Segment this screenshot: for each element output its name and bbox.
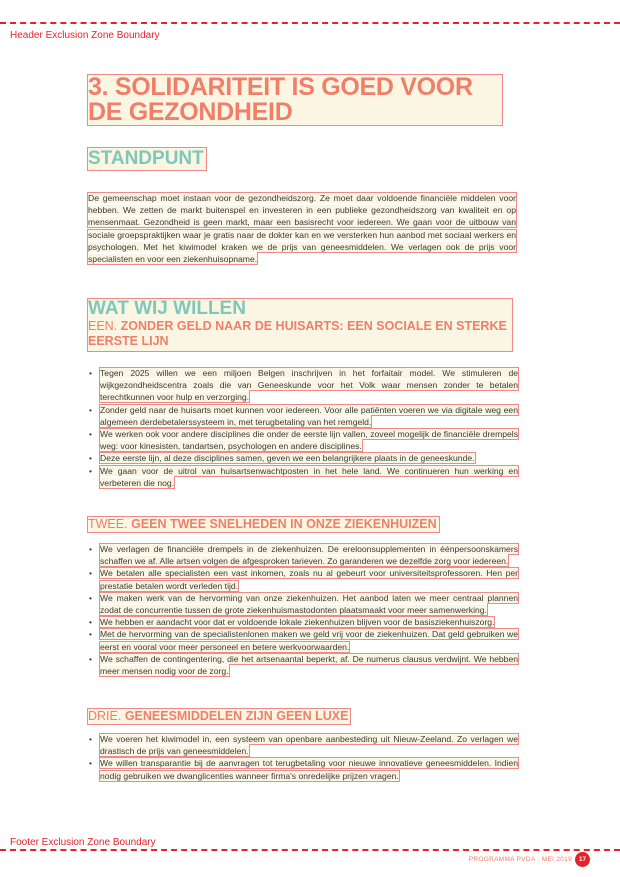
section-2-number: TWEE. bbox=[88, 517, 128, 531]
list-item bbox=[88, 757, 518, 781]
list-item bbox=[88, 592, 518, 616]
bullet-text: Met de hervorming van de specialistenlonen maken we geld vrij voor de ziekenhuizen. Dat geld gebruiken we eerst en vooral voor meer personeel en betere werkvoorwaarden. bbox=[100, 629, 518, 652]
header-exclusion-line bbox=[0, 22, 620, 24]
list-item bbox=[88, 465, 518, 489]
standpunt-text: De gemeenschap moet instaan voor de gezondheidszorg. Ze moet daar voldoende financiële middelen voor hebben. We zetten de markt buitenspel en investeren in een publieke gezondheidszorg van kwaliteit en op mensenmaat. Gezondheid is geen markt, maar een basisrecht voor iedereen. We gaan voor de uitbouw van sociale groepspraktijken waar je gratis naar de dokter kan en we versterken hun aanbod met sociaal werkers en psychologen. Met het kiwimodel kraken we de prijs van geneesmiddelen. We verlagen ook de prijs voor specialisten en voor een ziekenhuisopname. bbox=[88, 193, 516, 265]
bullet-text: We maken werk van de hervorming van onze ziekenhuizen. Het aanbod laten we meer centraal plannen zodat de concurrentie tussen de grote ziekenhuismastodonten plaatsmaakt voor meer samenwerking. bbox=[100, 592, 518, 616]
list-item bbox=[88, 567, 518, 591]
section-2-list bbox=[88, 543, 518, 677]
bullet-text: Deze eerste lijn, al deze disciplines samen, geven we een belangrijkere plaats in de geneeskunde. bbox=[100, 453, 475, 464]
standpunt-heading: STANDPUNT bbox=[88, 148, 204, 169]
bullet-text: We hebben er aandacht voor dat er voldoende lokale ziekenhuizen blijven voor de basisziekenhuiszorg. bbox=[100, 617, 495, 628]
section-2-title: GEEN TWEE SNELHEDEN IN ONZE ZIEKENHUIZEN bbox=[131, 517, 437, 531]
list-item bbox=[88, 733, 518, 757]
list-item bbox=[88, 404, 518, 428]
section-3-list bbox=[88, 733, 518, 782]
list-item bbox=[88, 653, 518, 677]
section-1-title: ZONDER GELD NAAR DE HUISARTS: EEN SOCIALE EN STERKE EERSTE LIJN bbox=[88, 319, 507, 348]
bullet-text: We schaffen de contingentering, die het artsenaantal beperkt, af. De numerus clausus verdwijnt. We hebben meer mensen nodig voor de zorg. bbox=[100, 653, 518, 677]
bullet-text: We willen transparantie bij de aanvragen tot terugbetaling voor nieuwe innovatieve geneesmiddelen. Indien nodig gebruiken we dwanglicenties wanneer firma's onredelijke prijzen vragen. bbox=[100, 758, 518, 781]
section-1-heading bbox=[88, 319, 512, 349]
list-item bbox=[88, 543, 518, 567]
footer-exclusion-line bbox=[0, 849, 620, 851]
list-item bbox=[88, 452, 518, 464]
wat-wij-willen-heading: WAT WIJ WILLEN bbox=[88, 298, 246, 319]
footer-exclusion-label: Footer Exclusion Zone Boundary bbox=[10, 837, 156, 848]
list-item bbox=[88, 616, 518, 628]
section-3-title: GENEESMIDDELEN ZIJN GEEN LUXE bbox=[124, 709, 349, 723]
bullet-text: We voeren het kiwimodel in, een systeem van openbare aanbesteding uit Nieuw-Zeeland. Zo verlagen we drastisch de prijs van geneesmiddelen. bbox=[100, 734, 518, 757]
bullet-text: We werken ook voor andere disciplines die onder de eerste lijn vallen, zoveel mogelijk de financiële drempels weg: voor kinesisten, tandartsen, psychologen en andere disciplines. bbox=[100, 429, 518, 452]
bullet-text: Zonder geld naar de huisarts moet kunnen voor iedereen. Voor alle patiënten voeren we via digitale weg een algemeen derdebetalerssysteem in, met terugbetaling van het remgeld. bbox=[100, 404, 518, 427]
section-3-heading bbox=[88, 709, 350, 724]
bullet-text: We gaan voor de uitrol van huisartsenwachtposten in het hele land. We continueren hun werking en verbeteren die nog. bbox=[100, 465, 518, 488]
page-number-badge: 17 bbox=[575, 852, 590, 867]
section-3-number: DRIE. bbox=[88, 709, 122, 723]
chapter-title: 3. SOLIDARITEIT IS GOED VOOR DE GEZONDHEID bbox=[88, 75, 502, 125]
section-1-number: EEN. bbox=[88, 319, 118, 333]
wat-wij-willen-block bbox=[88, 299, 512, 351]
footer-program-label: PROGRAMMA PVDA · MEI 2019 bbox=[468, 856, 572, 863]
section-2-heading bbox=[88, 517, 439, 532]
section-1-list bbox=[88, 367, 518, 489]
list-item bbox=[88, 628, 518, 652]
header-exclusion-label: Header Exclusion Zone Boundary bbox=[10, 30, 160, 41]
standpunt-paragraph bbox=[88, 192, 516, 265]
list-item bbox=[88, 367, 518, 404]
bullet-text: Tegen 2025 willen we een miljoen Belgen inschrijven in het forfaitair model. We stimuleren de wijkgezondheidscentra zoals die van Geneeskunde voor het Volk waar mensen zonder te betalen terechtkunnen voor hulp en verzorging. bbox=[100, 368, 518, 403]
list-item bbox=[88, 428, 518, 452]
bullet-text: We verlagen de financiële drempels in de ziekenhuizen. De ereloonsupplementen in éénpersoonskamers schaffen we af. Alle artsen volgen de afgesproken tarieven. Zo garanderen we dezelfde zorg voor iedereen. bbox=[100, 544, 518, 567]
bullet-text: We betalen alle specialisten een vast inkomen, zoals nu al gebeurt voor universiteitsprofessoren. Hen per prestatie betalen wordt verleden tijd. bbox=[100, 568, 518, 591]
